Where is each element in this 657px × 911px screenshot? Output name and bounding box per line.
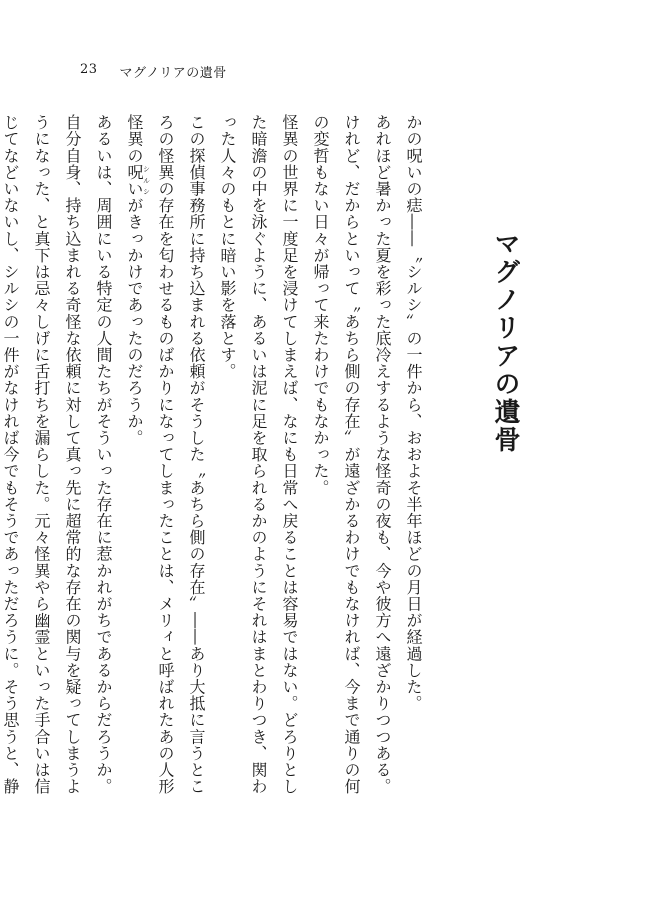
paragraph: 怪異の世界に一度足を浸けてしまえば、なにも日常へ戻ることは容易ではない。どろりとした暗澹の中を泳ぐように、あるいは泥に足を取られるかのようにそれはまとわりつき、関わった人々のもとに暗い影を落とす。 xyxy=(218,114,299,795)
body-text xyxy=(1,114,429,804)
ruby-reading: シルシ xyxy=(142,163,151,197)
ruby-annotation: 呪いシルシ xyxy=(125,163,151,198)
paragraph: かの呪いの痣――〝シルシ〟の一件から、おおよそ半年ほどの月日が経過した。 xyxy=(404,114,423,712)
running-header xyxy=(80,62,227,81)
running-title: マグノリアの遺骨 xyxy=(119,66,227,81)
chapter-title: マグノリアの遺骨 xyxy=(490,230,520,454)
paragraph: この探偵事務所に持ち込まれる依頼がそうした〝あちら側の存在〟――あり大抵に言うところの怪異の存在を匂わせるものばかりになってしまったことは、メリィと呼ばれたあの人形怪異の呪いシルシがきっかけであったのだろうか。 xyxy=(125,114,206,795)
paragraph: 自分自身、持ち込まれる奇怪な依頼に対して真っ先に超常的な存在の関与を疑ってしまうようになった、と真下は忌々しげに舌打ちを漏らした。元々怪異やら幽霊といった手合いは信じてなどいないし、シルシの一件がなければ今でもそうであっただろうに。そう思うと、静 xyxy=(1,114,82,795)
paragraph: あるいは、周囲にいる特定の人間たちがそういった存在に惹かれがちであるからだろうか。 xyxy=(94,114,113,795)
page-number: 23 xyxy=(80,62,98,77)
paragraph: あれほど暑かった夏を彩った底冷えするような怪奇の夜も、今や彼方へ遠ざかりつつある。けれど、だからといって〝あちら側の存在〟が遠ざかるわけでもなければ、今まで通りの何の変哲もない日々が帰って来たわけでもなかった。 xyxy=(311,114,392,795)
